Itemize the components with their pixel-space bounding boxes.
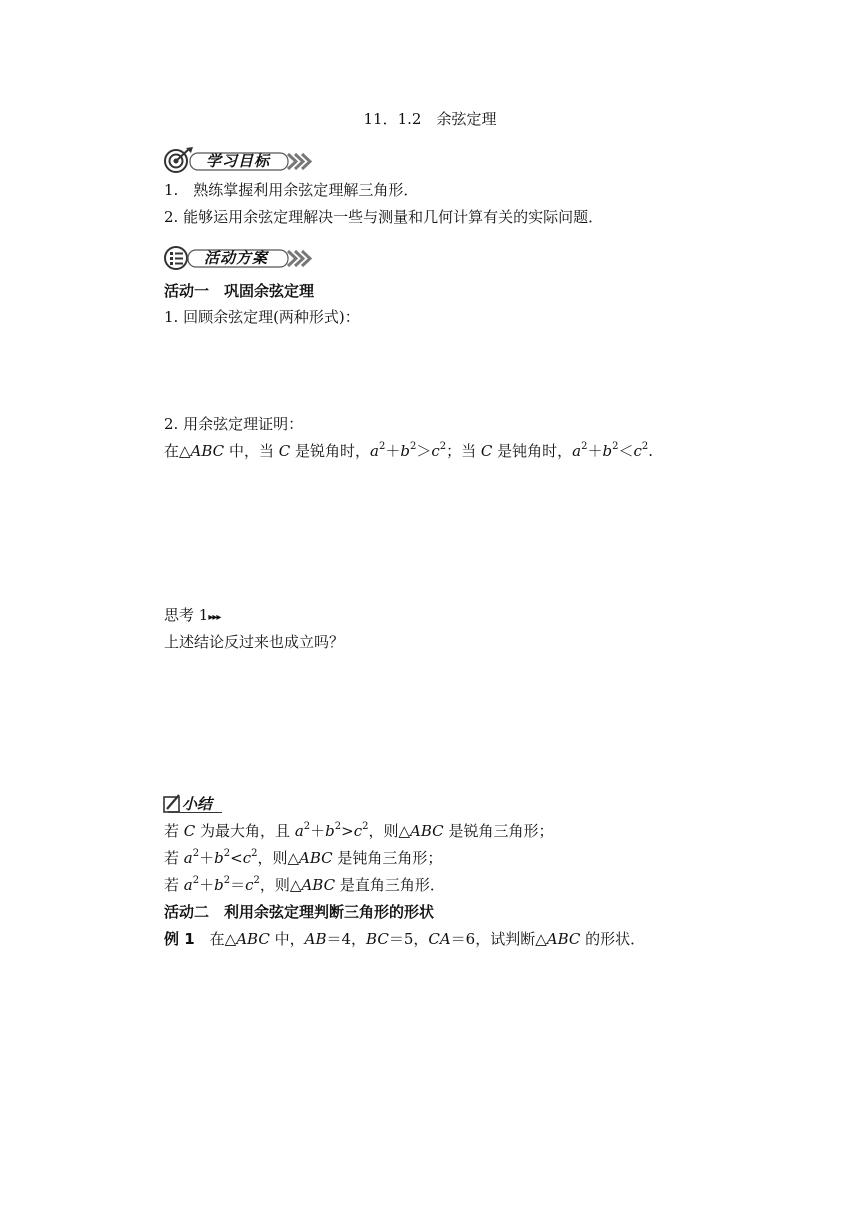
page-title: 11．1.2 余弦定理 [363,110,497,128]
activity2-heading: 活动二 利用余弦定理判断三角形的形状 [164,903,435,921]
list-icon [165,247,187,269]
think-label: 思考 1▸▸▸ [164,606,221,624]
objective-item-1: 1. 熟练掌握利用余弦定理解三角形． [164,181,419,199]
objective-item-2: 2. 能够运用余弦定理解决一些与测量和几何计算有关的实际问题． [164,208,604,226]
think-question: 上述结论反过来也成立吗？ [164,633,345,651]
summary-badge-label: 小结 [182,795,213,813]
objectives-badge [162,146,322,172]
example-label: 例 1 [164,930,195,948]
summary-line-2: 若 $a^2+b^2<c^2$，则△ABC 是钝角三角形； [164,848,443,867]
summary-badge [162,792,232,818]
plan-badge-label: 活动方案 [204,249,269,267]
summary-line-3: 若 $a^2+b^2=c^2$，则△ABC 是直角三角形． [164,875,445,894]
plan-badge [162,244,322,270]
example-1: 例 1 在△ABC 中，AB＝4，BC＝5，CA＝6，试判断△ABC 的形状． [164,930,646,948]
activity1-q2: 2. 用余弦定理证明： [164,415,304,433]
pencil-note-icon [164,795,180,812]
summary-line-1: 若 C 为最大角，且 $a^2+b^2>c^2$，则△ABC 是锐角三角形； [164,821,554,840]
activity1-q2-statement: 在△ABC 中，当 C 是锐角时，$a^2+b^2>c^2$；当 C 是钝角时，$a^2+b^2<c^2$. [164,441,654,460]
triple-arrow-icon: ▸▸▸ [208,612,221,623]
activity1-heading: 活动一 巩固余弦定理 [164,282,315,300]
objectives-badge-label: 学习目标 [206,152,271,170]
target-icon [165,147,193,172]
activity1-q1: 1. 回顾余弦定理(两种形式)： [164,308,360,326]
